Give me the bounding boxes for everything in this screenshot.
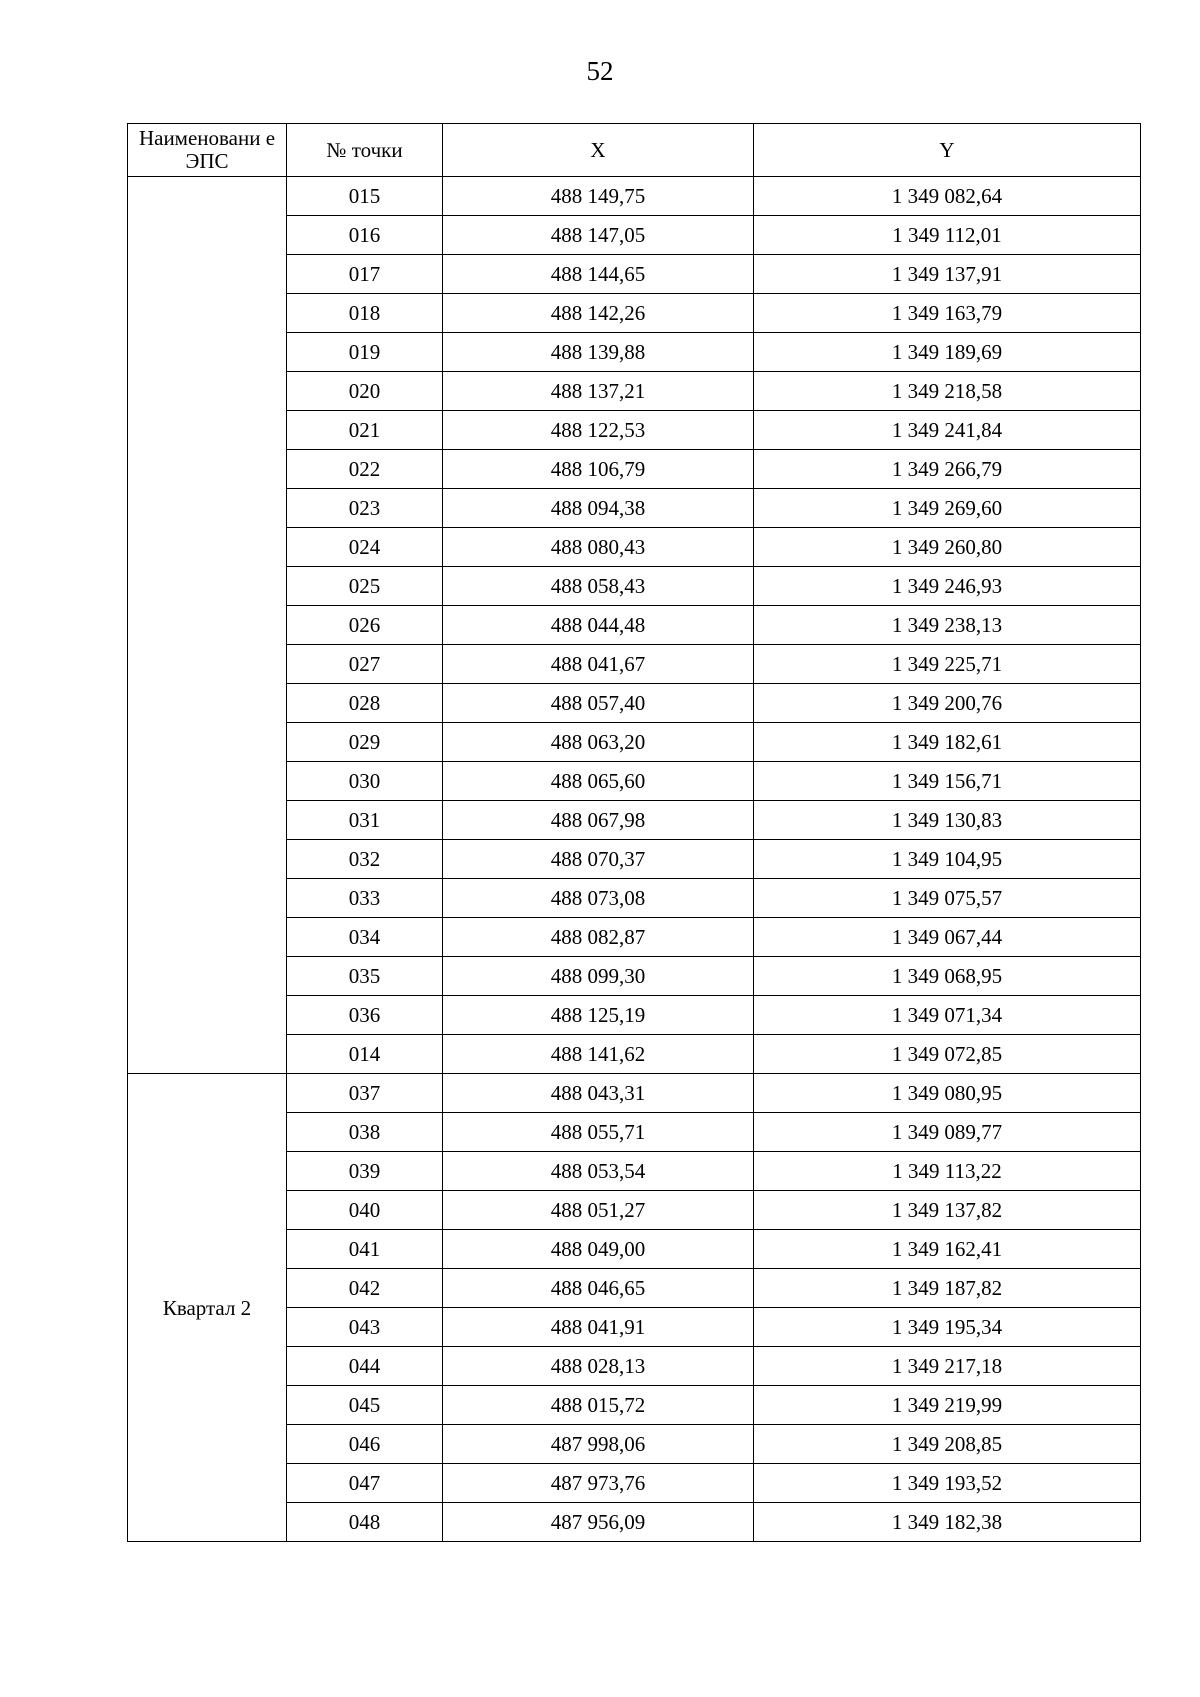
cell-y: 1 349 246,93: [754, 567, 1141, 606]
cell-x: 488 041,91: [443, 1308, 754, 1347]
table-row: [128, 1074, 1141, 1113]
cell-x: 488 141,62: [443, 1035, 754, 1074]
header-y: Y: [754, 124, 1141, 177]
cell-point: 042: [287, 1269, 443, 1308]
cell-y: 1 349 193,52: [754, 1464, 1141, 1503]
cell-y: 1 349 112,01: [754, 216, 1141, 255]
header-row: [128, 124, 1141, 177]
header-name: Наименовани е ЭПС: [128, 124, 287, 177]
coordinates-table: [127, 123, 1141, 1542]
cell-y: 1 349 208,85: [754, 1425, 1141, 1464]
cell-point: 030: [287, 762, 443, 801]
cell-x: 488 065,60: [443, 762, 754, 801]
cell-point: 016: [287, 216, 443, 255]
cell-x: 488 080,43: [443, 528, 754, 567]
cell-x: 487 998,06: [443, 1425, 754, 1464]
cell-x: 488 094,38: [443, 489, 754, 528]
cell-point: 033: [287, 879, 443, 918]
cell-point: 029: [287, 723, 443, 762]
cell-y: 1 349 217,18: [754, 1347, 1141, 1386]
cell-x: 488 070,37: [443, 840, 754, 879]
cell-x: 488 139,88: [443, 333, 754, 372]
cell-y: 1 349 075,57: [754, 879, 1141, 918]
cell-y: 1 349 068,95: [754, 957, 1141, 996]
page-number: 52: [586, 56, 614, 86]
cell-y: 1 349 067,44: [754, 918, 1141, 957]
cell-y: 1 349 162,41: [754, 1230, 1141, 1269]
cell-x: 488 057,40: [443, 684, 754, 723]
cell-y: 1 349 269,60: [754, 489, 1141, 528]
cell-y: 1 349 113,22: [754, 1152, 1141, 1191]
cell-point: 043: [287, 1308, 443, 1347]
cell-y: 1 349 163,79: [754, 294, 1141, 333]
cell-x: 488 106,79: [443, 450, 754, 489]
cell-point: 021: [287, 411, 443, 450]
cell-x: 488 015,72: [443, 1386, 754, 1425]
cell-x: 488 041,67: [443, 645, 754, 684]
cell-x: 488 049,00: [443, 1230, 754, 1269]
cell-point: 037: [287, 1074, 443, 1113]
cell-x: 488 149,75: [443, 177, 754, 216]
cell-point: 019: [287, 333, 443, 372]
cell-point: 047: [287, 1464, 443, 1503]
cell-y: 1 349 241,84: [754, 411, 1141, 450]
cell-x: 488 125,19: [443, 996, 754, 1035]
cell-y: 1 349 104,95: [754, 840, 1141, 879]
cell-point: 025: [287, 567, 443, 606]
cell-x: 488 044,48: [443, 606, 754, 645]
cell-x: 488 122,53: [443, 411, 754, 450]
cell-x: 488 147,05: [443, 216, 754, 255]
cell-point: 038: [287, 1113, 443, 1152]
cell-point: 032: [287, 840, 443, 879]
cell-y: 1 349 225,71: [754, 645, 1141, 684]
cell-x: 488 046,65: [443, 1269, 754, 1308]
cell-point: 048: [287, 1503, 443, 1542]
header-x: X: [443, 124, 754, 177]
cell-x: 488 058,43: [443, 567, 754, 606]
cell-y: 1 349 182,61: [754, 723, 1141, 762]
cell-y: 1 349 260,80: [754, 528, 1141, 567]
cell-point: 040: [287, 1191, 443, 1230]
cell-y: 1 349 072,85: [754, 1035, 1141, 1074]
cell-y: 1 349 137,82: [754, 1191, 1141, 1230]
cell-y: 1 349 130,83: [754, 801, 1141, 840]
cell-x: 487 973,76: [443, 1464, 754, 1503]
cell-y: 1 349 137,91: [754, 255, 1141, 294]
table-body: [128, 177, 1141, 1542]
cell-point: 020: [287, 372, 443, 411]
cell-point: 015: [287, 177, 443, 216]
cell-point: 034: [287, 918, 443, 957]
cell-x: 488 053,54: [443, 1152, 754, 1191]
cell-x: 488 067,98: [443, 801, 754, 840]
header-point: № точки: [287, 124, 443, 177]
table-header: [128, 124, 1141, 177]
cell-x: 488 073,08: [443, 879, 754, 918]
cell-point: 017: [287, 255, 443, 294]
cell-point: 035: [287, 957, 443, 996]
cell-x: 488 028,13: [443, 1347, 754, 1386]
cell-y: 1 349 189,69: [754, 333, 1141, 372]
cell-y: 1 349 156,71: [754, 762, 1141, 801]
cell-y: 1 349 187,82: [754, 1269, 1141, 1308]
cell-y: 1 349 089,77: [754, 1113, 1141, 1152]
cell-y: 1 349 195,34: [754, 1308, 1141, 1347]
cell-point: 028: [287, 684, 443, 723]
cell-x: 488 051,27: [443, 1191, 754, 1230]
cell-x: 488 142,26: [443, 294, 754, 333]
group-name-cell: Квартал 2: [128, 1074, 287, 1542]
cell-point: 039: [287, 1152, 443, 1191]
group-name-cell: [128, 177, 287, 1074]
cell-y: 1 349 200,76: [754, 684, 1141, 723]
cell-point: 045: [287, 1386, 443, 1425]
cell-y: 1 349 266,79: [754, 450, 1141, 489]
cell-point: 027: [287, 645, 443, 684]
cell-y: 1 349 219,99: [754, 1386, 1141, 1425]
cell-point: 044: [287, 1347, 443, 1386]
cell-point: 026: [287, 606, 443, 645]
cell-x: 488 063,20: [443, 723, 754, 762]
cell-x: 488 043,31: [443, 1074, 754, 1113]
cell-point: 024: [287, 528, 443, 567]
cell-y: 1 349 082,64: [754, 177, 1141, 216]
cell-y: 1 349 238,13: [754, 606, 1141, 645]
cell-point: 046: [287, 1425, 443, 1464]
cell-x: 488 082,87: [443, 918, 754, 957]
cell-x: 488 144,65: [443, 255, 754, 294]
cell-point: 014: [287, 1035, 443, 1074]
cell-y: 1 349 218,58: [754, 372, 1141, 411]
cell-point: 022: [287, 450, 443, 489]
cell-y: 1 349 080,95: [754, 1074, 1141, 1113]
cell-y: 1 349 071,34: [754, 996, 1141, 1035]
table-row: [128, 177, 1141, 216]
cell-x: 488 055,71: [443, 1113, 754, 1152]
cell-x: 488 137,21: [443, 372, 754, 411]
cell-point: 031: [287, 801, 443, 840]
cell-point: 041: [287, 1230, 443, 1269]
cell-x: 487 956,09: [443, 1503, 754, 1542]
cell-y: 1 349 182,38: [754, 1503, 1141, 1542]
cell-point: 036: [287, 996, 443, 1035]
cell-x: 488 099,30: [443, 957, 754, 996]
cell-point: 023: [287, 489, 443, 528]
cell-point: 018: [287, 294, 443, 333]
